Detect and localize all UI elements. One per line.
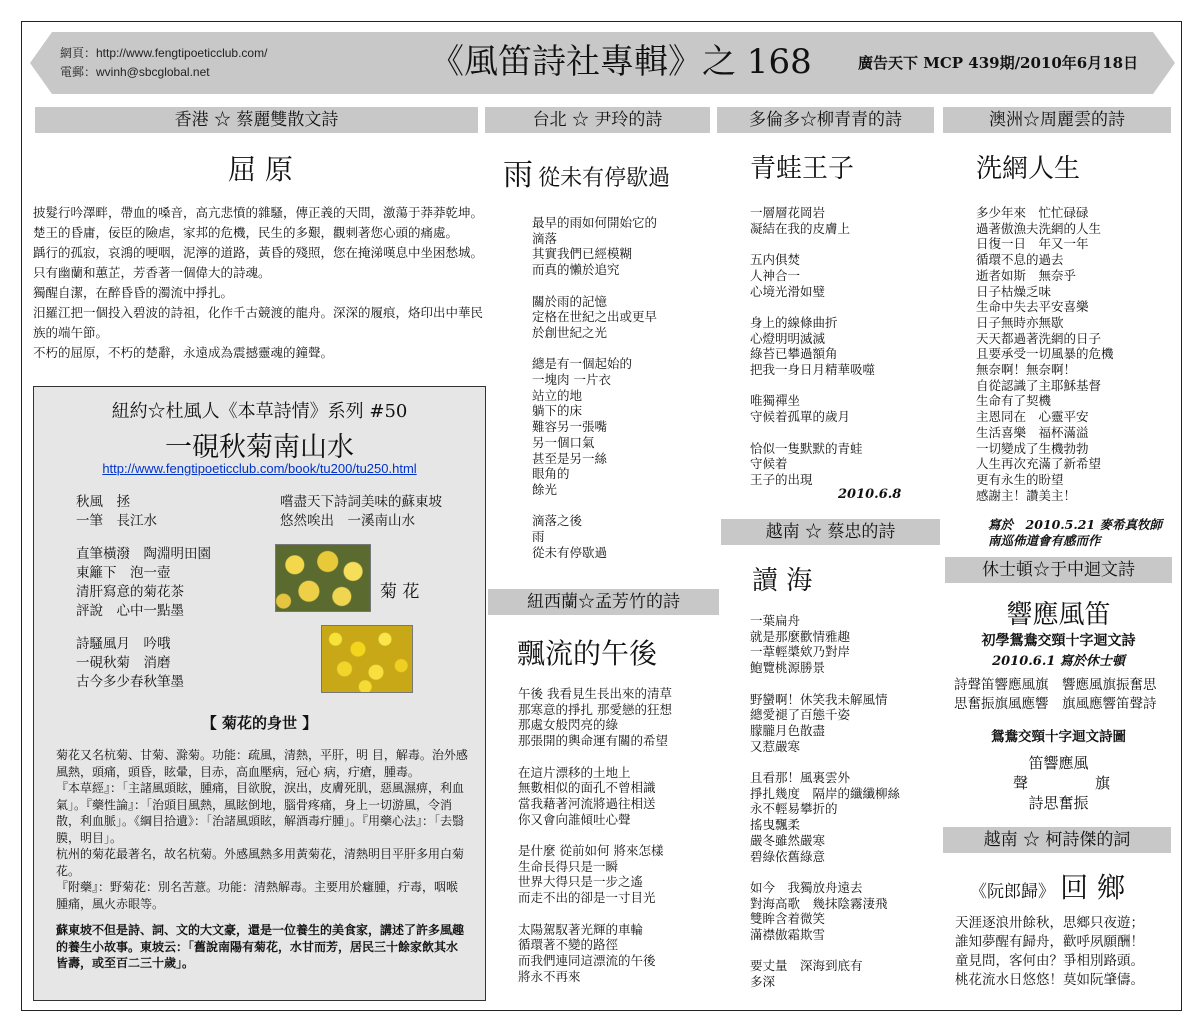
hou-date: 2010.6.1 寫於休士頓 bbox=[992, 654, 1125, 669]
page-title: 《風笛詩社專輯》之 168 bbox=[430, 42, 812, 82]
hk-title: 屈 原 bbox=[228, 153, 293, 186]
vn2-title-big: 回 鄉 bbox=[1060, 871, 1125, 904]
ny-poem-right1: 嚐盡天下詩詞美味的蘇東坡 悠然唉出 一溪南山水 bbox=[280, 494, 442, 529]
hk-paragraph: 踽行的孤寂，哀鴻的哽咽，泥濘的道路，黃昏的殘照，您在掩涕嘆息中坐困愁城。 bbox=[33, 245, 484, 260]
ny-poem-left1: 秋風 拯 一筆 長江水 bbox=[76, 494, 157, 529]
ny-poem-left2: 直筆橫潑 陶淵明田園 東籬下 泡一壺 清肝寫意的菊花茶 評說 心中一點墨 bbox=[76, 546, 211, 619]
ny-paragraph: 菊花又名杭菊、甘菊、滁菊。功能：疏風，清熱，平肝，明 目，解毒。治外感風熱，頭痛，頭昏，眩暈，目赤，高血壓病，冠心 病，疔瘡，腫毒。 bbox=[56, 748, 468, 779]
au-signature-2: 南巡佈道會有感而作 bbox=[988, 533, 1101, 548]
hou-diagram-left: 聲 bbox=[1013, 774, 1029, 792]
hk-paragraph: 只有幽蘭和蕙芷，芳香著一個偉大的詩魂。 bbox=[33, 265, 271, 280]
vn2-poem: 天涯逐浪卅餘秋，思鄉只夜遊； 誰知夢醒有歸舟，歡呼夙願酬！ 童見問，客何由？爭相別路頭。 桃花流水日悠悠！莫如阮肇儔。 bbox=[955, 915, 1144, 988]
au-signature-1: 寫於 2010.5.21 麥希真牧師 bbox=[988, 517, 1162, 532]
hou-diagram-right: 旗 bbox=[1095, 774, 1111, 792]
ny-heading: 紐約☆杜風人《本草詩情》系列 #50 bbox=[111, 401, 408, 422]
flower-label: 菊 花 bbox=[380, 582, 420, 602]
vn1-title: 讀 海 bbox=[752, 566, 813, 596]
hou-subtitle: 初學鴛鴦交頸十字迴文詩 bbox=[981, 633, 1136, 649]
hk-paragraph: 不朽的屈原，不朽的楚辭，永遠成為震撼靈魂的鐘聲。 bbox=[33, 345, 334, 360]
wild-chrysanthemum-image bbox=[321, 625, 413, 693]
hk-body bbox=[33, 203, 491, 363]
ny-box bbox=[33, 386, 486, 1001]
hou-title: 響應風笛 bbox=[1006, 600, 1111, 630]
section-bar-houston: 休士頓☆于中迴文詩 bbox=[945, 557, 1172, 583]
issue-info: 廣告天下 MCP 439期/2010年6月18日 bbox=[858, 54, 1139, 72]
hou-line-1: 詩聲笛響應風旗 響應風旗振奮思 bbox=[954, 677, 1157, 693]
vn2-title bbox=[970, 866, 1125, 906]
hk-paragraph: 披髮行吟澤畔，帶血的嗓音，高亢悲憤的雜騷，傳正義的天問，激蕩于莽莽乾坤。 bbox=[33, 205, 484, 220]
ny-paragraph: 杭州的菊花最著名，故名杭菊。外感風熱多用黃菊花，清熱明目平肝多用白菊花。 bbox=[56, 847, 465, 878]
section-bar-taipei: 台北 ☆ 尹玲的詩 bbox=[485, 107, 710, 133]
section-bar-australia: 澳洲☆周麗雲的詩 bbox=[943, 107, 1171, 133]
to-title: 青蛙王子 bbox=[750, 154, 855, 184]
section-bar-hk: 香港 ☆ 蔡麗雙散文詩 bbox=[35, 107, 478, 133]
tw-title-big: 雨 bbox=[503, 158, 533, 193]
ny-poem-left3: 詩騷風月 吟哦 一硯秋菊 消磨 古今多少春秋筆墨 bbox=[76, 636, 184, 690]
header-contact bbox=[60, 44, 267, 82]
nz-title: 飄流的午後 bbox=[517, 637, 658, 670]
ny-bold-paragraph: 蘇東坡不但是詩、詞、文的大文豪，還是一位養生的美食家，講述了許多風趣的養生小故事。東坡云：「舊說南陽有菊花，水甘而芳，居民三十餘家飲其水皆壽，或至百二三十歲」。 bbox=[56, 923, 465, 970]
website-text: 網頁：http://www.fengtipoeticclub.com/ bbox=[60, 46, 268, 60]
hou-diagram-row-3: 詩思奮振 bbox=[1028, 794, 1089, 812]
hk-paragraph: 汨羅江把一個投入碧波的詩祖，化作千古競渡的龍舟。深深的履痕，烙印出中華民族的端午節。 bbox=[33, 305, 484, 340]
section-bar-nz: 紐西蘭☆孟芳竹的詩 bbox=[488, 589, 719, 615]
ny-title: 一硯秋菊南山水 bbox=[165, 432, 354, 463]
au-title: 洗網人生 bbox=[976, 154, 1081, 184]
vn2-title-small: 《阮郎歸》 bbox=[970, 882, 1055, 902]
chrysanthemum-image bbox=[275, 544, 371, 612]
ny-body bbox=[56, 747, 468, 972]
vn1-poem: 一葉扁舟 就是那麼歡情雅趣 一葦輕槳欸乃對岸 鮑覽桃源勝景 野蠻啊！休笑我未解風情 總愛褪了百態千姿 朦朧月色散盡 又惹嚴寒 且看那！風裏雲外 掙扎幾度 隔岸的纖纖柳絲 永不輕易攀折的 搖曳飄柔 嚴冬雖然嚴寒 碧綠依舊綠意 如今 我獨放舟遠去 對海高歌 幾抹陰霧淒飛 雙眸含着微笑 滿襟傲霜欺雪 要丈量 深海到底有 多深 bbox=[750, 613, 901, 990]
hou-diagram-row-1: 笛響應風 bbox=[1028, 754, 1089, 772]
ny-paragraph: 『附藥』：野菊花：別名苦薏。功能：清熱解毒。主要用於癰腫，疔毒，咽喉腫痛，風火赤眼等。 bbox=[56, 880, 459, 911]
hou-line-2: 思奮振旗風應響 旗風應響笛聲詩 bbox=[954, 696, 1157, 712]
hk-paragraph: 獨醒自潔，在醉昏昏的濁流中掙扎。 bbox=[33, 285, 234, 300]
email-text: 電郵：wvinh@sbcglobal.net bbox=[60, 65, 210, 79]
au-poem: 多少年來 忙忙碌碌 過著傲漁夫洗網的人生 日復一日 年又一年 循環不息的過去 逝者如斯 無奈乎 日子枯燥乏味 生命中失去平安喜樂 日子無時亦無歇 天天都過著洗網的日子 且要承受一切風暴的危機 無奈啊！無奈啊！ 自從認識了主耶穌基督 生命有了契機 主恩同在 心靈平安 生活喜樂 福杯滿溢 一切變成了生機勃勃 人生再次充滿了新希望 更有永生的盼望 感謝主！讚美主！ bbox=[976, 205, 1114, 503]
ny-link[interactable]: http://www.fengtipoeticclub.com/book/tu200/tu250.html bbox=[102, 461, 417, 476]
hou-diagram-title: 鴛鴦交頸十字迴文詩圖 bbox=[991, 729, 1126, 745]
tw-title bbox=[503, 150, 670, 194]
nz-poem: 午後 我看見生長出來的清草 那寒意的掙扎 那愛戀的狂想 那處女般閃亮的綠 那張開的輿命運有關的希望 在這片漂移的土地上 無數相似的面孔不曾相識 當我藉著河流將過往相送 你又會向誰傾吐心聲 是什麼 從前如何 將來怎樣 生命長得只是一瞬 世界大得只是一步之遙 而走不出的卻是一寸目光 太陽駕馭著光輝的車輪 循環著不變的路徑 而我們連同這漂流的午後 將永不再來 bbox=[518, 686, 672, 984]
tw-title-rest: 從未有停歇過 bbox=[538, 166, 671, 191]
to-poem: 一層層花岡岩 凝結在我的皮膚上 五内俱焚 人神合一 心境光滑如璧 身上的線條曲折 心燈明明滅滅 綠苔已攀過額角 把我一身日月精華吸噬 唯獨禪坐 守候着孤單的歲月 恰似一隻默默的青蛙 守候着 王子的出現 bbox=[750, 205, 876, 487]
ny-paragraph: 『本草經』：「主諸風頭眩，腫痛，目欲脫，淚出，皮膚死肌，惡風濕痹，利血氣」。『藥性論』：「治頭目風熱，風眩倒地，腦骨疼痛，身上一切游風，令消散，利血脈」。《綱目拾遺》：「治諸風頭眩，解酒毒疔腫」。『用藥心法』：「去翳膜，明目」。 bbox=[56, 781, 465, 845]
section-bar-vn2: 越南 ☆ 柯詩傑的詞 bbox=[943, 827, 1171, 853]
tw-poem: 最早的雨如何開始它的 滴落 其實我們已經模糊 而真的懶於追究 關於雨的記憶 定格在世紀之出或更早 於創世紀之光 總是有一個起始的 一塊肉 一片衣 站立的地 躺下的床 難容另一張嘴 另一個口氣 甚至是另一絲 眼角的 餘光 滴落之後 雨 從未有停歇過 bbox=[532, 215, 658, 560]
ny-subhead: 【 菊花的身世 】 bbox=[201, 714, 318, 732]
section-bar-toronto: 多倫多☆柳青青的詩 bbox=[717, 107, 934, 133]
hk-paragraph: 楚王的昏庸，佞臣的險虐，家邦的危機，民生的多艱，觀刺著您心頭的痛處。 bbox=[33, 225, 459, 240]
section-bar-vn1: 越南 ☆ 蔡忠的詩 bbox=[721, 519, 940, 545]
to-date: 2010.6.8 bbox=[838, 487, 902, 502]
